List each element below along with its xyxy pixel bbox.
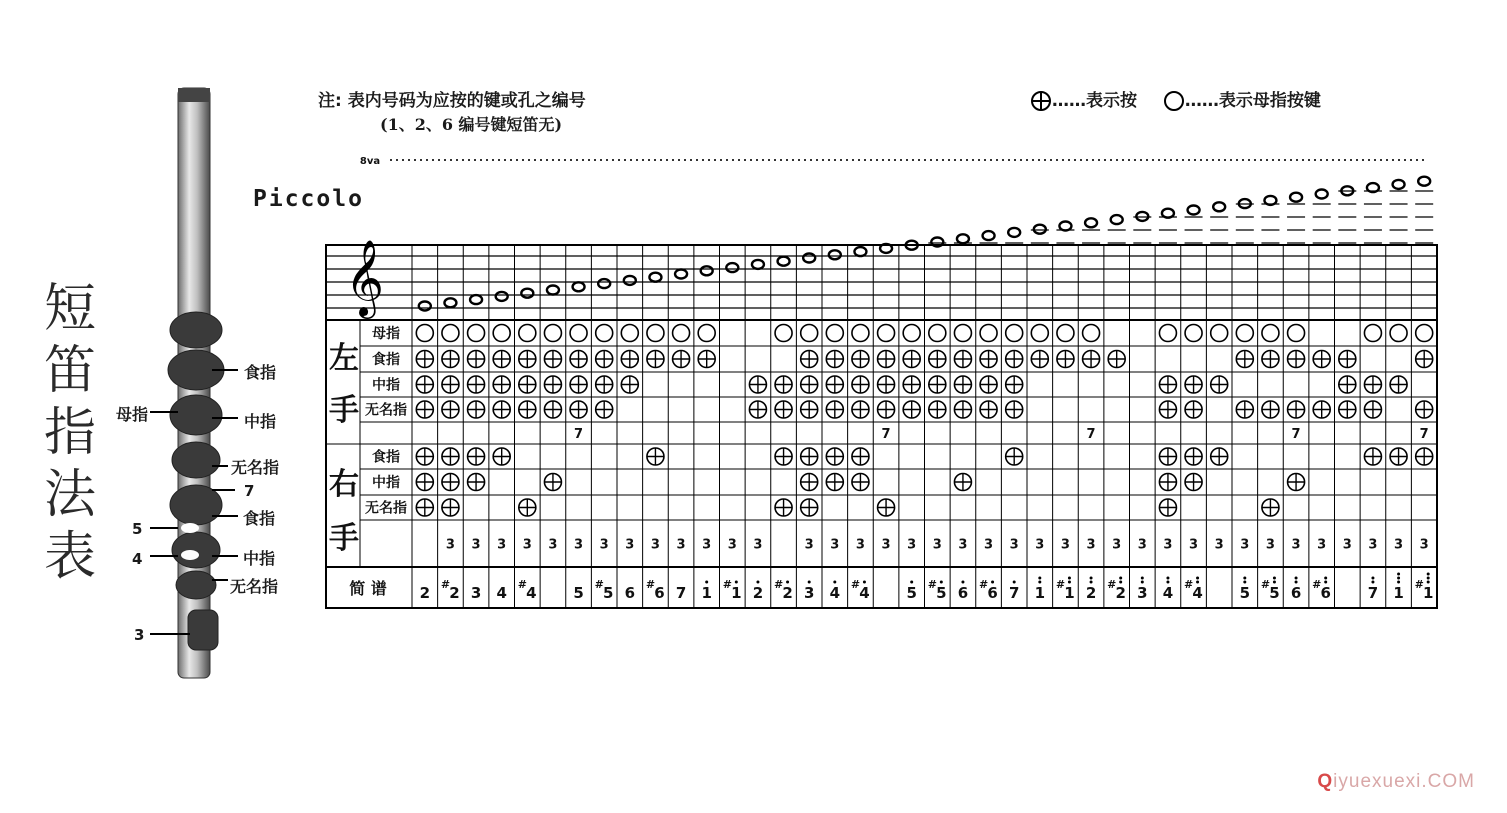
staff-note bbox=[470, 295, 482, 304]
jianpu-note: 6 bbox=[1320, 584, 1331, 602]
label-left-index: 食指 bbox=[244, 363, 277, 382]
jianpu-sharp: # bbox=[594, 578, 604, 591]
key-number: 3 bbox=[522, 537, 532, 553]
jianpu-note: 3 bbox=[803, 584, 815, 602]
staff-note bbox=[1162, 209, 1174, 218]
jianpu-sharp: # bbox=[850, 578, 861, 591]
octave-dot bbox=[1141, 581, 1144, 584]
jianpu-note: 1 bbox=[1064, 584, 1075, 602]
octave-dot bbox=[1166, 581, 1169, 584]
key-number: 3 bbox=[881, 537, 891, 553]
thumb-key-mark bbox=[980, 325, 997, 342]
jianpu-note: 1 bbox=[701, 584, 712, 602]
octave-dot bbox=[786, 581, 789, 584]
thumb-key-mark bbox=[698, 325, 715, 342]
staff-note bbox=[1213, 202, 1225, 211]
jianpu-note: 1 bbox=[1393, 584, 1404, 602]
thumb-key-mark bbox=[852, 325, 869, 342]
octave-dot bbox=[1427, 581, 1430, 584]
staff-note bbox=[701, 266, 713, 275]
octave-dot bbox=[1090, 581, 1093, 584]
key-number: 7 bbox=[574, 427, 584, 442]
key-number: 7 bbox=[1086, 427, 1096, 442]
octave-dot bbox=[833, 581, 836, 584]
octave-dot bbox=[940, 581, 943, 584]
key-number: 3 bbox=[830, 537, 840, 553]
staff-note bbox=[1111, 215, 1123, 224]
row-label: 无名指 bbox=[365, 500, 407, 517]
jianpu-note: 7 bbox=[1008, 584, 1020, 602]
jianpu-sharp: # bbox=[440, 578, 451, 591]
thumb-key-mark bbox=[673, 325, 690, 342]
thumb-key-mark bbox=[929, 325, 946, 342]
hand-left-label: 手 bbox=[329, 393, 359, 428]
octave-dot bbox=[1166, 577, 1169, 580]
label-key-4: 4 bbox=[132, 550, 143, 568]
staff-note bbox=[957, 234, 969, 243]
jianpu-sharp: # bbox=[722, 578, 732, 591]
octave-dot bbox=[1273, 581, 1276, 584]
jianpu-sharp: # bbox=[1414, 578, 1424, 591]
jianpu-note: 4 bbox=[526, 584, 537, 602]
staff-note bbox=[1059, 222, 1071, 231]
jianpu-note: 5 bbox=[573, 584, 584, 602]
octave-dot bbox=[756, 581, 759, 584]
octave-dot bbox=[1196, 577, 1199, 580]
thumb-key-mark bbox=[1159, 325, 1176, 342]
jianpu-note: 4 bbox=[496, 584, 507, 602]
jianpu-note: 7 bbox=[675, 584, 687, 602]
octave-dot bbox=[961, 581, 964, 584]
thumb-key-mark bbox=[621, 325, 638, 342]
legend-thumb-text: 表示母指按键 bbox=[1218, 91, 1321, 111]
jianpu-sharp: # bbox=[773, 578, 784, 591]
staff-note bbox=[521, 289, 533, 298]
jianpu-note: 5 bbox=[602, 584, 614, 602]
legend-dots: …… bbox=[1052, 91, 1086, 111]
thumb-key-mark bbox=[519, 325, 536, 342]
octave-dot bbox=[1324, 581, 1327, 584]
jianpu-note: 6 bbox=[957, 584, 969, 602]
staff-note bbox=[1418, 177, 1430, 186]
jianpu-note: 2 bbox=[782, 584, 793, 602]
octave-dot bbox=[1397, 577, 1400, 580]
key-number: 3 bbox=[1086, 537, 1096, 553]
thumb-key-mark bbox=[801, 325, 818, 342]
key-number: 3 bbox=[804, 537, 814, 553]
key-number: 3 bbox=[548, 537, 558, 553]
key-number: 3 bbox=[1394, 537, 1404, 553]
octave-mark: 8va bbox=[359, 156, 381, 167]
thumb-key-mark bbox=[1083, 325, 1100, 342]
hand-right-label: 右 bbox=[329, 467, 359, 502]
key-number: 3 bbox=[1419, 537, 1429, 553]
title-char: 笛 bbox=[43, 341, 96, 401]
octave-dot bbox=[1119, 581, 1122, 584]
octave-dot bbox=[705, 581, 708, 584]
thumb-key-mark bbox=[468, 325, 485, 342]
jianpu-sharp: # bbox=[645, 578, 656, 591]
thumb-key-mark bbox=[1262, 325, 1279, 342]
key-number: 3 bbox=[445, 537, 455, 553]
jianpu-note: 1 bbox=[731, 584, 742, 602]
thumb-key-mark bbox=[1236, 325, 1253, 342]
staff-note bbox=[444, 298, 456, 307]
thumb-key-mark bbox=[647, 325, 664, 342]
octave-dot bbox=[1068, 577, 1071, 580]
octave-dot bbox=[910, 581, 913, 584]
jianpu-sharp: # bbox=[927, 578, 937, 591]
octave-dot bbox=[1090, 577, 1093, 580]
note-text: 注: 表内号码为应按的键或孔之编号 bbox=[318, 91, 586, 111]
thumb-key-mark bbox=[954, 325, 971, 342]
key-number: 3 bbox=[1189, 537, 1199, 553]
octave-dot bbox=[1038, 577, 1041, 580]
treble-clef-icon: 𝄞 bbox=[345, 239, 385, 316]
key-number: 3 bbox=[599, 537, 609, 553]
key-number: 3 bbox=[907, 537, 917, 553]
octave-dot bbox=[991, 581, 994, 584]
title-char: 短 bbox=[43, 279, 96, 339]
thumb-key-mark bbox=[1031, 325, 1048, 342]
octave-dot bbox=[1324, 577, 1327, 580]
instrument-label: Piccolo bbox=[253, 186, 364, 212]
thumb-key-mark bbox=[1390, 325, 1407, 342]
jianpu-sharp: # bbox=[1055, 578, 1066, 591]
octave-dot bbox=[1038, 581, 1041, 584]
staff-note bbox=[419, 302, 431, 311]
row-label: 母指 bbox=[372, 326, 400, 342]
title-char: 表 bbox=[43, 527, 96, 587]
octave-dot bbox=[1141, 577, 1144, 580]
jianpu-sharp: # bbox=[517, 578, 527, 591]
octave-dot bbox=[1295, 581, 1298, 584]
staff-note bbox=[726, 263, 738, 272]
row-label: 中指 bbox=[372, 377, 400, 394]
thumb-key-mark bbox=[775, 325, 792, 342]
thumb-key-mark bbox=[826, 325, 843, 342]
thumb-key-mark bbox=[878, 325, 895, 342]
staff-note bbox=[778, 257, 790, 266]
octave-dot bbox=[1243, 577, 1246, 580]
jianpu-note: 6 bbox=[624, 584, 636, 602]
key-number: 3 bbox=[574, 537, 584, 553]
jianpu-note: 6 bbox=[654, 584, 665, 602]
key-number: 3 bbox=[1291, 537, 1301, 553]
jianpu-note: 2 bbox=[1115, 584, 1126, 602]
octave-dot bbox=[1427, 577, 1430, 580]
row-label: 中指 bbox=[372, 475, 400, 491]
octave-dot bbox=[1013, 581, 1016, 584]
jianpu-note: 1 bbox=[1422, 584, 1434, 602]
jianpu-note: 4 bbox=[1162, 584, 1174, 602]
thumb-key-mark bbox=[596, 325, 613, 342]
jianpu-note: 2 bbox=[752, 584, 764, 602]
jianpu-note: 1 bbox=[1034, 584, 1046, 602]
staff-note bbox=[649, 273, 661, 282]
octave-dot bbox=[1371, 577, 1374, 580]
key-number: 3 bbox=[1009, 537, 1019, 553]
key-number: 7 bbox=[881, 427, 891, 442]
key-number: 3 bbox=[497, 537, 507, 553]
octave-dot bbox=[863, 581, 866, 584]
staff-note bbox=[624, 276, 636, 285]
octave-dot bbox=[1397, 581, 1400, 584]
staff-note bbox=[1393, 180, 1405, 189]
octave-dot bbox=[735, 581, 738, 584]
label-key-5: 5 bbox=[132, 520, 143, 538]
key-number: 3 bbox=[1342, 537, 1352, 553]
thumb-key-mark bbox=[493, 325, 510, 342]
octave-dot bbox=[1371, 581, 1374, 584]
thumb-key-mark bbox=[903, 325, 920, 342]
octave-dot bbox=[1295, 577, 1298, 580]
key-number: 3 bbox=[1060, 537, 1070, 553]
jianpu-sharp: # bbox=[1107, 578, 1117, 591]
thumb-key-mark bbox=[1185, 325, 1202, 342]
thumb-key-mark bbox=[1057, 325, 1074, 342]
jianpu-note: 5 bbox=[1239, 584, 1251, 602]
jianpu-note: 2 bbox=[419, 584, 431, 602]
staff-note bbox=[1034, 225, 1046, 234]
jianpu-note: 5 bbox=[906, 584, 917, 602]
jianpu-note: 6 bbox=[987, 584, 998, 602]
row-label: 食指 bbox=[372, 449, 400, 466]
staff-note bbox=[1316, 190, 1328, 199]
key-number: 3 bbox=[1368, 537, 1378, 553]
title-char: 指 bbox=[43, 403, 96, 463]
thumb-key-mark bbox=[544, 325, 561, 342]
jianpu-sharp: # bbox=[1183, 578, 1194, 591]
octave-dot bbox=[1273, 577, 1276, 580]
key-number: 3 bbox=[932, 537, 942, 553]
thumb-key-mark bbox=[1288, 325, 1305, 342]
octave-dot bbox=[1119, 577, 1122, 580]
thumb-key-mark bbox=[416, 325, 433, 342]
label-left-ring: 无名指 bbox=[231, 458, 280, 477]
staff-note bbox=[1085, 218, 1097, 227]
octave-dot bbox=[1397, 573, 1400, 576]
staff-note bbox=[675, 270, 687, 279]
label-right-middle: 中指 bbox=[243, 549, 276, 568]
key-number: 3 bbox=[984, 537, 994, 553]
jianpu-note: 4 bbox=[1192, 584, 1203, 602]
row-label: 无名指 bbox=[365, 402, 407, 419]
octave-dot bbox=[808, 581, 811, 584]
hand-left-label: 左 bbox=[329, 341, 359, 376]
label-right-ring: 无名指 bbox=[230, 577, 279, 596]
key-number: 3 bbox=[1137, 537, 1147, 553]
label-key-7: 7 bbox=[244, 482, 255, 500]
staff-note bbox=[983, 231, 995, 240]
key-number: 3 bbox=[855, 537, 865, 553]
jianpu-sharp: # bbox=[1260, 578, 1271, 591]
jianpu-note: 4 bbox=[829, 584, 841, 602]
key-number: 7 bbox=[1291, 427, 1301, 442]
key-number: 7 bbox=[1419, 427, 1429, 442]
staff-note bbox=[752, 260, 764, 269]
thumb-key-mark bbox=[1416, 325, 1433, 342]
octave-dot bbox=[1196, 581, 1199, 584]
octave-dot bbox=[1243, 581, 1246, 584]
jianpu-sharp: # bbox=[1312, 578, 1322, 591]
thumb-key-mark bbox=[442, 325, 459, 342]
label-left-middle: 中指 bbox=[244, 412, 277, 431]
staff-note bbox=[547, 286, 559, 295]
staff-note bbox=[1188, 206, 1200, 215]
title-char: 法 bbox=[43, 465, 96, 525]
staff-note bbox=[496, 292, 508, 301]
label-right-index: 食指 bbox=[243, 509, 276, 528]
note-subtext: (1、2、6 编号键短笛无) bbox=[380, 115, 563, 134]
key-number: 3 bbox=[958, 537, 968, 553]
legend-dots: …… bbox=[1184, 91, 1219, 111]
key-number: 3 bbox=[676, 537, 686, 553]
key-number: 3 bbox=[1112, 537, 1122, 553]
watermark: Qiyuexuexi.COM bbox=[1317, 771, 1475, 792]
staff-note bbox=[573, 282, 585, 291]
key-number: 3 bbox=[753, 537, 763, 553]
jianpu-note: 4 bbox=[859, 584, 870, 602]
octave-dot bbox=[1068, 581, 1071, 584]
staff-note bbox=[803, 254, 815, 263]
jianpu-note: 2 bbox=[449, 584, 460, 602]
staff-note bbox=[829, 250, 841, 259]
jianpu-note: 7 bbox=[1367, 584, 1379, 602]
key-number: 3 bbox=[1163, 537, 1173, 553]
staff-note bbox=[598, 279, 610, 288]
jianpu-note: 6 bbox=[1290, 584, 1302, 602]
key-number: 3 bbox=[1214, 537, 1224, 553]
key-number: 3 bbox=[1035, 537, 1045, 553]
legend-press-text: 表示按 bbox=[1086, 91, 1137, 111]
key-number: 3 bbox=[625, 537, 635, 553]
key-number: 3 bbox=[702, 537, 712, 553]
hand-right-label: 手 bbox=[329, 521, 359, 556]
key-number: 3 bbox=[1240, 537, 1250, 553]
thumb-key-mark bbox=[1364, 325, 1381, 342]
octave-dot bbox=[1427, 573, 1430, 576]
key-number: 3 bbox=[1265, 537, 1275, 553]
key-number: 3 bbox=[650, 537, 660, 553]
key-number: 3 bbox=[471, 537, 481, 553]
thumb-key-mark bbox=[1006, 325, 1023, 342]
jianpu-label: 简 谱 bbox=[349, 579, 387, 598]
staff-note bbox=[854, 247, 866, 256]
thumb-key-mark bbox=[570, 325, 587, 342]
label-thumb: 母指 bbox=[116, 405, 149, 424]
staff-note bbox=[1290, 193, 1302, 202]
jianpu-note: 5 bbox=[1269, 584, 1280, 602]
label-key-3: 3 bbox=[134, 626, 145, 644]
row-label: 食指 bbox=[372, 352, 400, 368]
key-number: 3 bbox=[727, 537, 737, 553]
thumb-key-mark bbox=[1211, 325, 1228, 342]
jianpu-note: 3 bbox=[1137, 584, 1148, 602]
jianpu-sharp: # bbox=[978, 578, 989, 591]
key-number: 3 bbox=[1317, 537, 1327, 553]
staff-note bbox=[1008, 228, 1020, 237]
jianpu-note: 3 bbox=[470, 584, 482, 602]
jianpu-note: 2 bbox=[1085, 584, 1097, 602]
jianpu-note: 5 bbox=[936, 584, 947, 602]
